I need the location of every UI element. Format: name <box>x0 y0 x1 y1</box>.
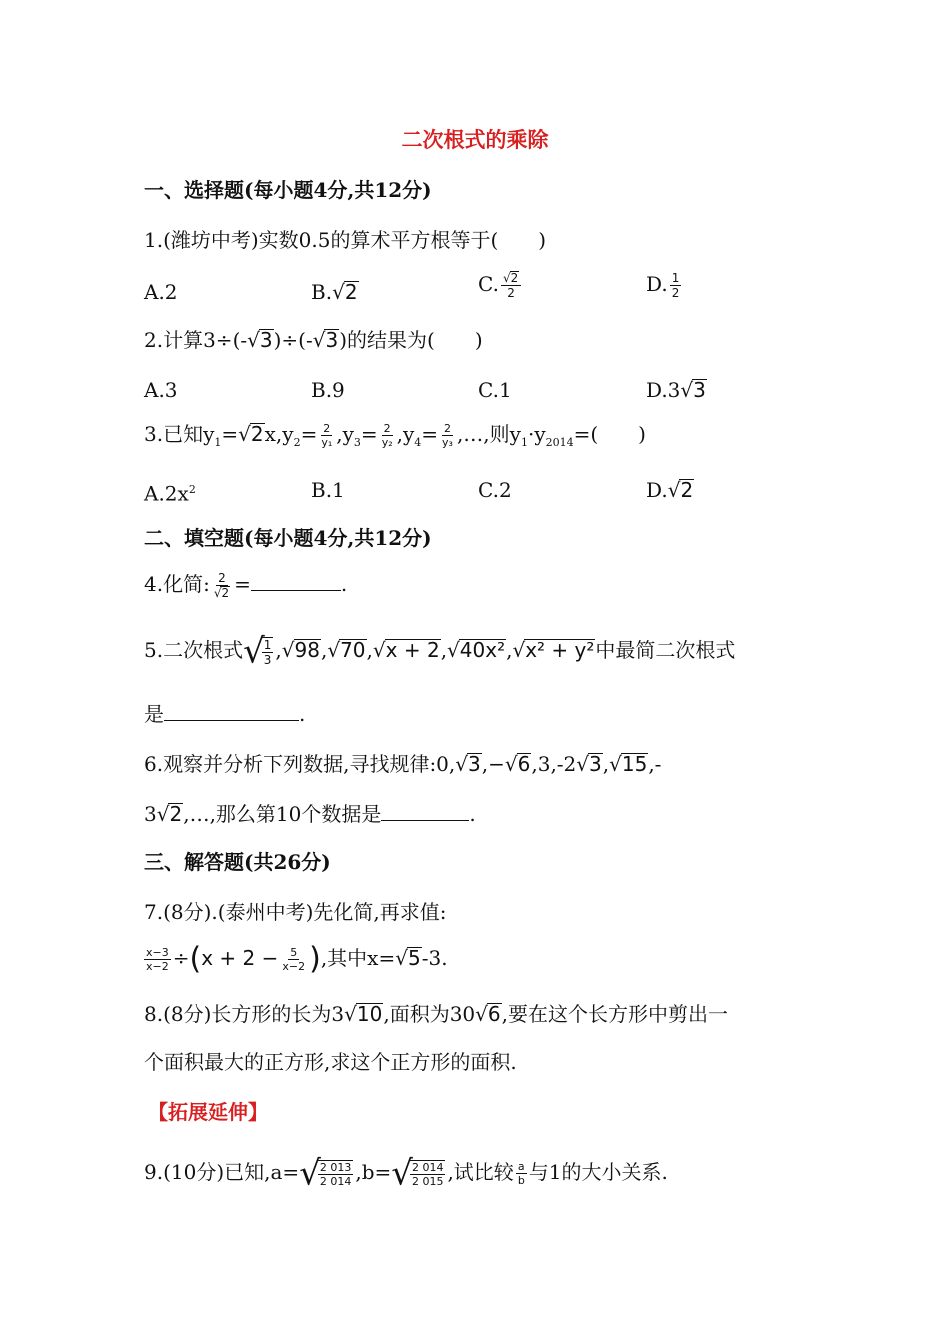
q2-text-3: )的结果为( ) <box>339 328 483 352</box>
q3-sub-3: 3 <box>353 436 361 449</box>
q6-line-2-text: ,…,那么第10个数据是 <box>183 802 382 826</box>
q1-option-b-radicand: 2 <box>344 280 358 304</box>
q9-text-4: 与1的大小关系. <box>528 1160 668 1184</box>
q2-text-2: )÷(- <box>273 328 313 352</box>
q5-radical-4: x + 2 <box>385 638 440 662</box>
q3-frac-2-num: 2 <box>383 422 391 435</box>
q1-option-d-denominator: 2 <box>671 286 680 300</box>
q3-radicand: 2 <box>250 422 264 446</box>
q6-answer-blank[interactable] <box>381 802 469 821</box>
q5-text-post: 中最简二次根式 <box>595 638 736 662</box>
q3-option-a-text: A.2x <box>144 481 189 506</box>
question-9: 9.(10分)已知,a=√ $\frac{2 013}{2 014}$ ,b=√ $\frac{2 014}{2 015}$ ,试比较 $\frac{a}{b}$ 与1的大小关系. <box>144 1153 668 1194</box>
question-6-line-2: 3√2,…,那么第10个数据是 . <box>144 802 476 826</box>
q3-eq-1: = <box>221 422 239 446</box>
q3-sub-2: 2 <box>293 436 301 449</box>
q3-frac-1-den: y₁ <box>321 436 333 449</box>
q3-frac-2-den: y₂ <box>381 436 393 449</box>
q3-dot: ·y <box>527 422 546 446</box>
q1-option-d-label: D. <box>646 272 668 296</box>
question-7-stem: 7.(8分).(泰州中考)先化简,再求值: <box>144 900 447 924</box>
q2-option-d: D.3√3 <box>646 378 706 402</box>
question-2-stem: 2.计算3÷(-√3)÷(-√3)的结果为( ) <box>144 328 483 352</box>
extension-heading: 【拓展延伸】 <box>148 1100 268 1124</box>
q1-option-a: A.2 <box>144 280 178 304</box>
q2-text-1: 2.计算3÷(- <box>144 328 248 352</box>
q1-option-b-label: B. <box>311 280 333 304</box>
q8-radical-1: 10 <box>356 1002 383 1026</box>
q8-radical-2: 6 <box>487 1002 501 1026</box>
q6-sep-1: ,− <box>481 752 505 776</box>
q3-text-x: x,y <box>264 422 294 446</box>
q2-radicand-1: 3 <box>259 328 273 352</box>
section-heading-choice: 一、选择题(每小题4分,共12分) <box>144 178 432 202</box>
q5-answer-blank[interactable] <box>164 702 299 721</box>
q2-option-a: A.3 <box>144 378 178 402</box>
q5-radical-5: 40x² <box>459 638 506 662</box>
q9-text-1: 9.(10分)已知,a= <box>144 1160 300 1184</box>
q7-radical: 5 <box>407 946 421 970</box>
q6-text: 6.观察并分析下列数据,寻找规律:0, <box>144 752 456 776</box>
q3-text: 3.已知y <box>144 422 215 446</box>
q7-frac-1-den: x−2 <box>146 960 169 973</box>
q5-radical-2: 98 <box>294 638 320 662</box>
q2-radicand-2: 3 <box>325 328 339 352</box>
q8-text-2: ,面积为30 <box>383 1002 476 1026</box>
q3-option-a <box>144 476 196 508</box>
q1-option-c-label: C. <box>478 272 499 296</box>
question-1-stem: 1.(潍坊中考)实数0.5的算术平方根等于( ) <box>144 228 547 252</box>
q7-tail: -3. <box>421 946 448 970</box>
q6-sep-4: ,- <box>648 752 662 776</box>
question-4: 4.化简: $\frac{2}{√2}$ = . <box>144 571 348 600</box>
q3-end: =( ) <box>573 422 646 446</box>
q3-option-d: D.√2 <box>646 478 694 502</box>
q7-post: ,其中x= <box>320 946 396 970</box>
q7-div: ÷ <box>172 946 190 970</box>
q3-comma-2: ,y <box>396 422 415 446</box>
q3-comma-1: ,y <box>336 422 354 446</box>
q3-frac-3-num: 2 <box>443 422 451 435</box>
q5-line-2-text: 是 <box>144 702 164 726</box>
q7-frac-1-num: x−3 <box>146 946 169 959</box>
q3-option-d-radicand: 2 <box>680 478 694 502</box>
q8-text-1: 8.(8分)长方形的长为3 <box>144 1002 345 1026</box>
q6-end: . <box>469 802 476 826</box>
question-8: 8.(8分)长方形的长为3√10,面积为30√6,要在这个长方形中剪出一 <box>144 1002 728 1026</box>
q2-option-c: C.1 <box>478 378 512 402</box>
q6-radical-5: 2 <box>169 802 183 826</box>
q3-sub-6: 2014 <box>545 436 574 449</box>
q5-end: . <box>299 702 306 726</box>
q3-option-c: C.2 <box>478 478 512 502</box>
q4-eq: = <box>234 572 251 596</box>
q3-eq-3: = <box>360 422 378 446</box>
q7-frac-2-num: 5 <box>290 946 298 959</box>
q3-eq-4: = <box>421 422 439 446</box>
q1-option-d <box>646 270 683 300</box>
q1-option-d-numerator: 1 <box>671 271 680 285</box>
q1-option-b: B.√2 <box>311 280 358 304</box>
q4-answer-blank[interactable] <box>251 572 341 591</box>
q6-line-2-pre: 3 <box>144 802 157 826</box>
q6-radical-2: 6 <box>517 752 531 776</box>
q1-option-c: C. $\frac{√2}{2}$ <box>478 270 523 300</box>
q9-a-num: 2 013 <box>319 1160 352 1174</box>
q3-sub-5: 1 <box>520 436 528 449</box>
q5-frac-num: 1 <box>263 637 272 652</box>
q9-frac-den: b <box>517 1174 525 1187</box>
q7-frac-2-den: x−2 <box>282 960 306 973</box>
q9-text-2: ,b= <box>355 1160 392 1184</box>
q3-tail: ,…,则y <box>456 422 521 446</box>
question-5-line-2 <box>144 700 305 728</box>
q3-sub-4: 4 <box>414 436 422 449</box>
q9-b-num: 2 014 <box>411 1160 444 1174</box>
q6-sep-3: , <box>602 752 610 776</box>
q6-radical-1: 3 <box>468 752 481 776</box>
q5-radical-3: 70 <box>340 638 366 662</box>
question-8-line-2: 个面积最大的正方形,求这个正方形的面积. <box>144 1050 517 1074</box>
q6-radical-3: 3 <box>589 752 602 776</box>
q1-option-c-denominator: 2 <box>507 286 515 300</box>
q5-frac-den: 3 <box>263 652 272 667</box>
question-3-stem: 3.已知$y_1=√2x,y_2=$ $\frac{2}{\text{y₁}}$ $,y_3=$ $\frac{2}{\text{y₂}}$ $,y_4=$ $\frac{2}{\text{y₃}}$ ,…,则$y_1\cdot y_{2014}=$( ) <box>144 422 646 449</box>
q9-a-den: 2 014 <box>319 1174 352 1188</box>
q3-option-a-sup: 2 <box>188 483 196 496</box>
q8-text-3: ,要在这个长方形中剪出一 <box>501 1002 728 1026</box>
q4-end: . <box>340 572 348 596</box>
q9-b-den: 2 015 <box>411 1174 444 1188</box>
q4-frac-num: 2 <box>218 571 226 585</box>
q9-frac-num: a <box>517 1160 525 1173</box>
q3-eq-2: = <box>300 422 318 446</box>
q3-sub-1: 1 <box>214 436 222 449</box>
q6-radical-4: 15 <box>621 752 648 776</box>
q3-frac-3-den: y₃ <box>442 436 453 449</box>
q9-text-3: ,试比较 <box>447 1160 514 1184</box>
q4-frac-den-radicand: 2 <box>221 586 230 600</box>
q2-option-d-label: D.3 <box>646 378 681 402</box>
q4-text: 4.化简: <box>144 572 210 596</box>
q1-option-c-numerator: 2 <box>510 271 519 285</box>
q5-radical-6: x² + y² <box>525 638 595 662</box>
page-title: 二次根式的乘除 <box>401 127 549 152</box>
q3-option-b: B.1 <box>311 478 345 502</box>
section-heading-answer: 三、解答题(共26分) <box>144 850 331 874</box>
q5-text: 5.二次根式 <box>144 638 244 662</box>
question-6: 6.观察并分析下列数据,寻找规律:0,√3,−√6,3,-2√3,√15,- <box>144 752 662 776</box>
q7-inner: x + 2 − <box>201 946 279 970</box>
q6-sep-2: ,3,-2 <box>531 752 577 776</box>
question-7-expression: $\frac{x-3}{x-2}$ ÷(x + 2 − $\frac{5}{x-2}$ ),其中x=√5-3. <box>146 941 448 977</box>
question-5: 5.二次根式√ $\frac{1}{3}$ ,√98,√70,√x + 2,√40x²,√x² + y²中最简二次根式 <box>144 631 736 672</box>
section-heading-fill: 二、填空题(每小题4分,共12分) <box>144 526 432 550</box>
q2-option-b: B.9 <box>311 378 345 402</box>
q3-option-d-label: D. <box>646 478 668 502</box>
q2-option-d-radicand: 3 <box>693 378 706 402</box>
q3-frac-1-num: 2 <box>323 422 331 435</box>
